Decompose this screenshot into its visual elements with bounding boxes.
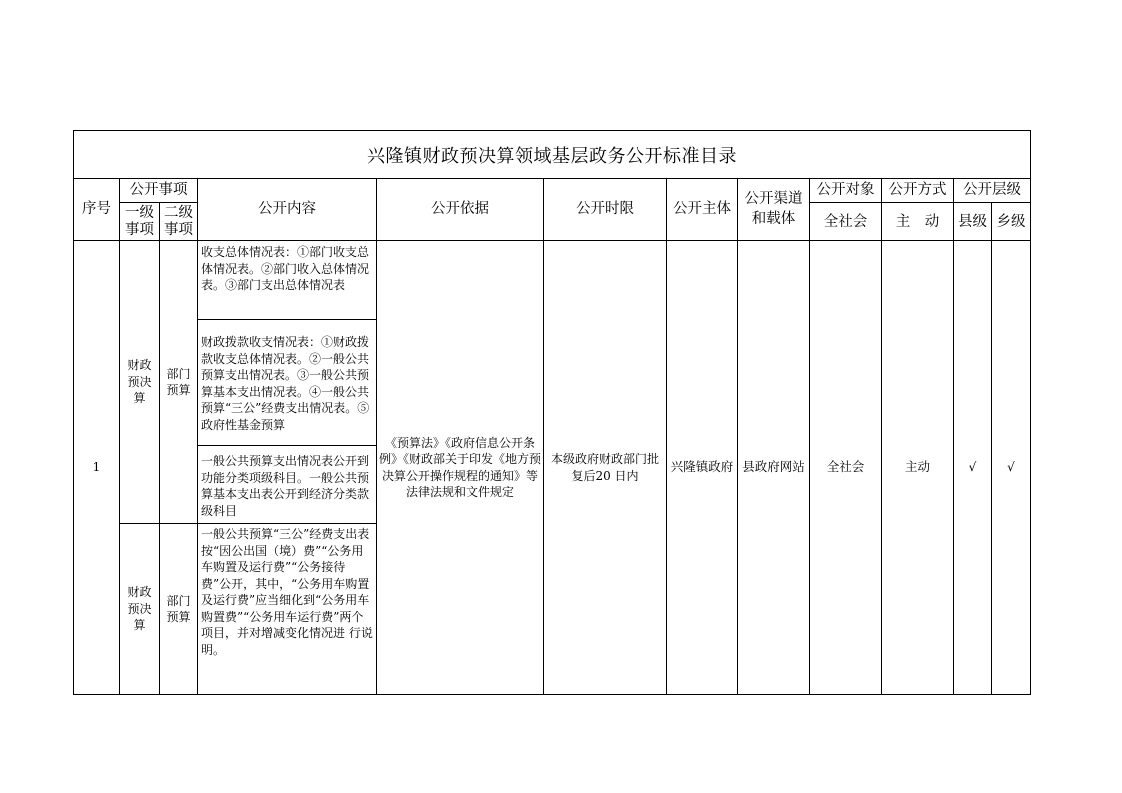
table-title: 兴隆镇财政预决算领域基层政务公开标准目录 — [74, 131, 1030, 179]
header-level2: 二级 事项 — [160, 203, 198, 241]
header-items: 公开事项 — [120, 178, 198, 203]
header-method-sub: 主 动 — [882, 203, 954, 241]
row-county-check: √ — [954, 241, 992, 694]
content-item-3: 一般公共预算支出情况表公开到功能分类项级科目。一般公共预算基本支出表公开到经济分类款级科目 — [198, 446, 377, 524]
row-town-check: √ — [1007, 460, 1015, 475]
header-basis: 公开依据 — [377, 178, 544, 241]
header-time: 公开时限 — [544, 178, 667, 241]
group2-level1: 财政 预决 算 — [120, 524, 160, 694]
group2-level2: 部门 预算 — [160, 524, 198, 694]
row-basis: 《预算法》《政府信息公开条 例》《财政部关于印发《地方预决算公开操作规程的通知》等法律法规和文件规定 — [377, 241, 544, 694]
row-method: 主动 — [882, 241, 954, 694]
group1-level1: 财政 预决 算 — [120, 241, 160, 524]
content-item-1: 收支总体情况表：①部门收支总体情况表。②部门收入总体情况表。③部门支出总体情况表 — [198, 241, 377, 320]
header-target: 公开对象 — [810, 178, 882, 203]
row-target: 全社会 — [810, 241, 882, 694]
content-item-2: 财政拨款收支情况表：①财政拨款收支总体情况表。②一般公共预算支出情况表。③一般公共预算基本支出情况表。④一般公共预算“三公”经费支出情况表。⑤政府性基金预算 — [198, 320, 377, 446]
header-level1: 一级 事项 — [120, 203, 160, 241]
header-method: 公开方式 — [882, 178, 954, 203]
disclosure-table — [73, 130, 1031, 695]
header-town: 乡级 — [992, 203, 1030, 241]
header-seq: 序号 — [74, 178, 120, 241]
group1-level2: 部门 预算 — [160, 241, 198, 524]
header-content: 公开内容 — [198, 178, 377, 241]
row-channel: 县政府网站 — [738, 241, 810, 694]
row-time: 本级政府财政部门批复后20 日内 — [544, 241, 667, 694]
row-subject: 兴隆镇政府 — [667, 241, 738, 694]
header-level: 公开层级 — [954, 178, 1030, 203]
header-channel: 公开渠道 和载体 — [738, 178, 810, 241]
content-item-4: 一般公共预算“三公”经费支出表按“因公出国（境）费”“公务用车购置及运行费”“公务接待费”公开，其中，“公务用车购置及运行费”应当细化到“公务用车购置费”“公务用车运行费”两个项目，并对增减变化情况进 行说明。 — [198, 524, 377, 694]
header-county: 县级 — [954, 203, 992, 241]
row-seq: 1 — [74, 241, 120, 694]
header-target-sub: 全社会 — [810, 203, 882, 241]
header-subject: 公开主体 — [667, 178, 738, 241]
